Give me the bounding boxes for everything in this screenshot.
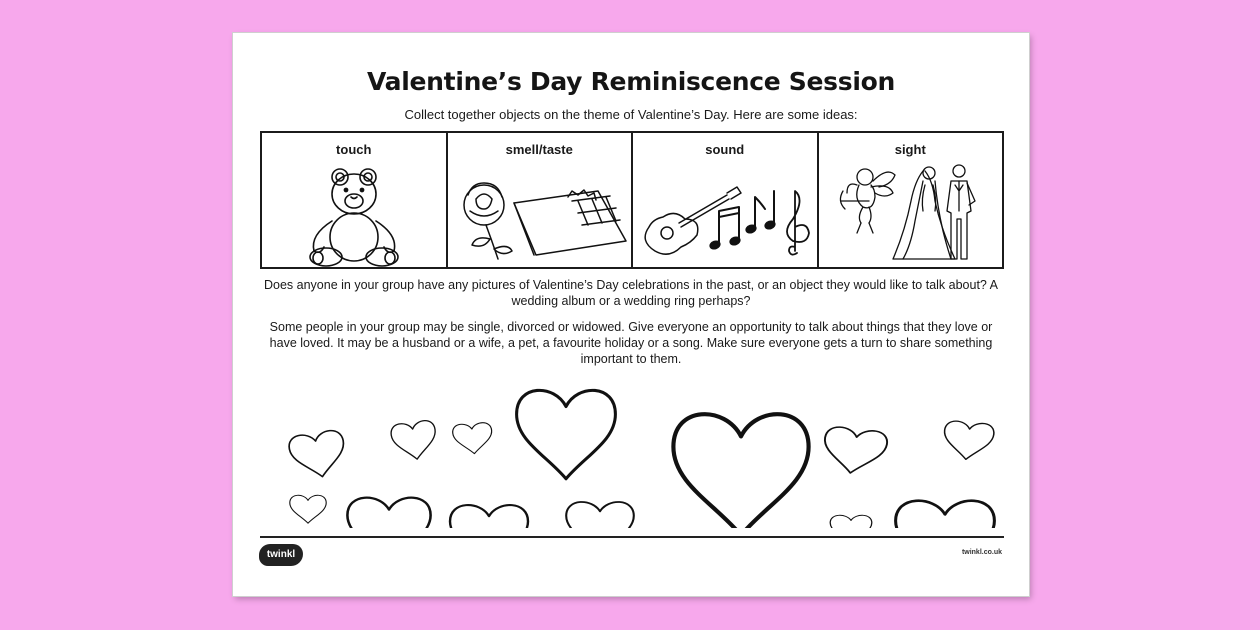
heart-outline [390, 419, 439, 462]
page-title: Valentine’s Day Reminiscence Session [367, 67, 895, 96]
paragraph-pictures: Does anyone in your group have any pictures of Valentine’s Day celebrations in the past, or an object they would like to talk about? A wedding album or a wedding ring perhaps? [263, 278, 998, 308]
paragraph-opportunity: Some people in your group may be single, divorced or widowed. Give everyone an opportunity to talk about things that they love or have loved. It may be a husband or a wife, a pet, a favourite holiday or a song. Make sure everyone gets a turn to share something important to them. [269, 320, 993, 366]
heart-outline [896, 501, 995, 528]
senses-table [260, 131, 1004, 269]
cupid-and-wedding-couple-icon [819, 161, 1003, 267]
heart-outline [347, 498, 430, 528]
sense-label-touch: touch [336, 142, 372, 157]
heart-outline [673, 414, 808, 528]
heart-outline [450, 505, 528, 528]
website-link[interactable]: twinkl.co.uk [961, 549, 1002, 556]
footer-area [233, 536, 1029, 596]
intro-text: Collect together objects on the theme of Valentine’s Day. Here are some ideas: [404, 107, 858, 122]
sense-label-sound: sound [705, 142, 745, 157]
sense-cell-touch [262, 133, 448, 267]
heart-outline [830, 515, 872, 528]
sense-cell-sight [819, 133, 1003, 267]
heart-outline [941, 420, 995, 461]
heart-outline [819, 426, 889, 477]
twinkl-logo[interactable]: twinkl [259, 544, 303, 566]
sense-cell-sound [633, 133, 819, 267]
footer-divider [260, 536, 1004, 538]
guitar-and-music-notes-icon [633, 161, 817, 267]
hearts-decoration [233, 378, 1029, 528]
heart-outline [287, 429, 349, 481]
heart-outline [452, 422, 494, 455]
sense-label-smell-taste: smell/taste [505, 142, 573, 157]
heart-outline [566, 502, 634, 528]
sense-label-sight: sight [894, 142, 926, 157]
worksheet [233, 33, 1029, 596]
sense-cell-smell-taste [448, 133, 634, 267]
teddy-bear-icon [262, 161, 446, 267]
rose-and-chocolate-icon [448, 161, 632, 267]
heart-outline [517, 390, 616, 478]
heart-outline [290, 495, 326, 523]
